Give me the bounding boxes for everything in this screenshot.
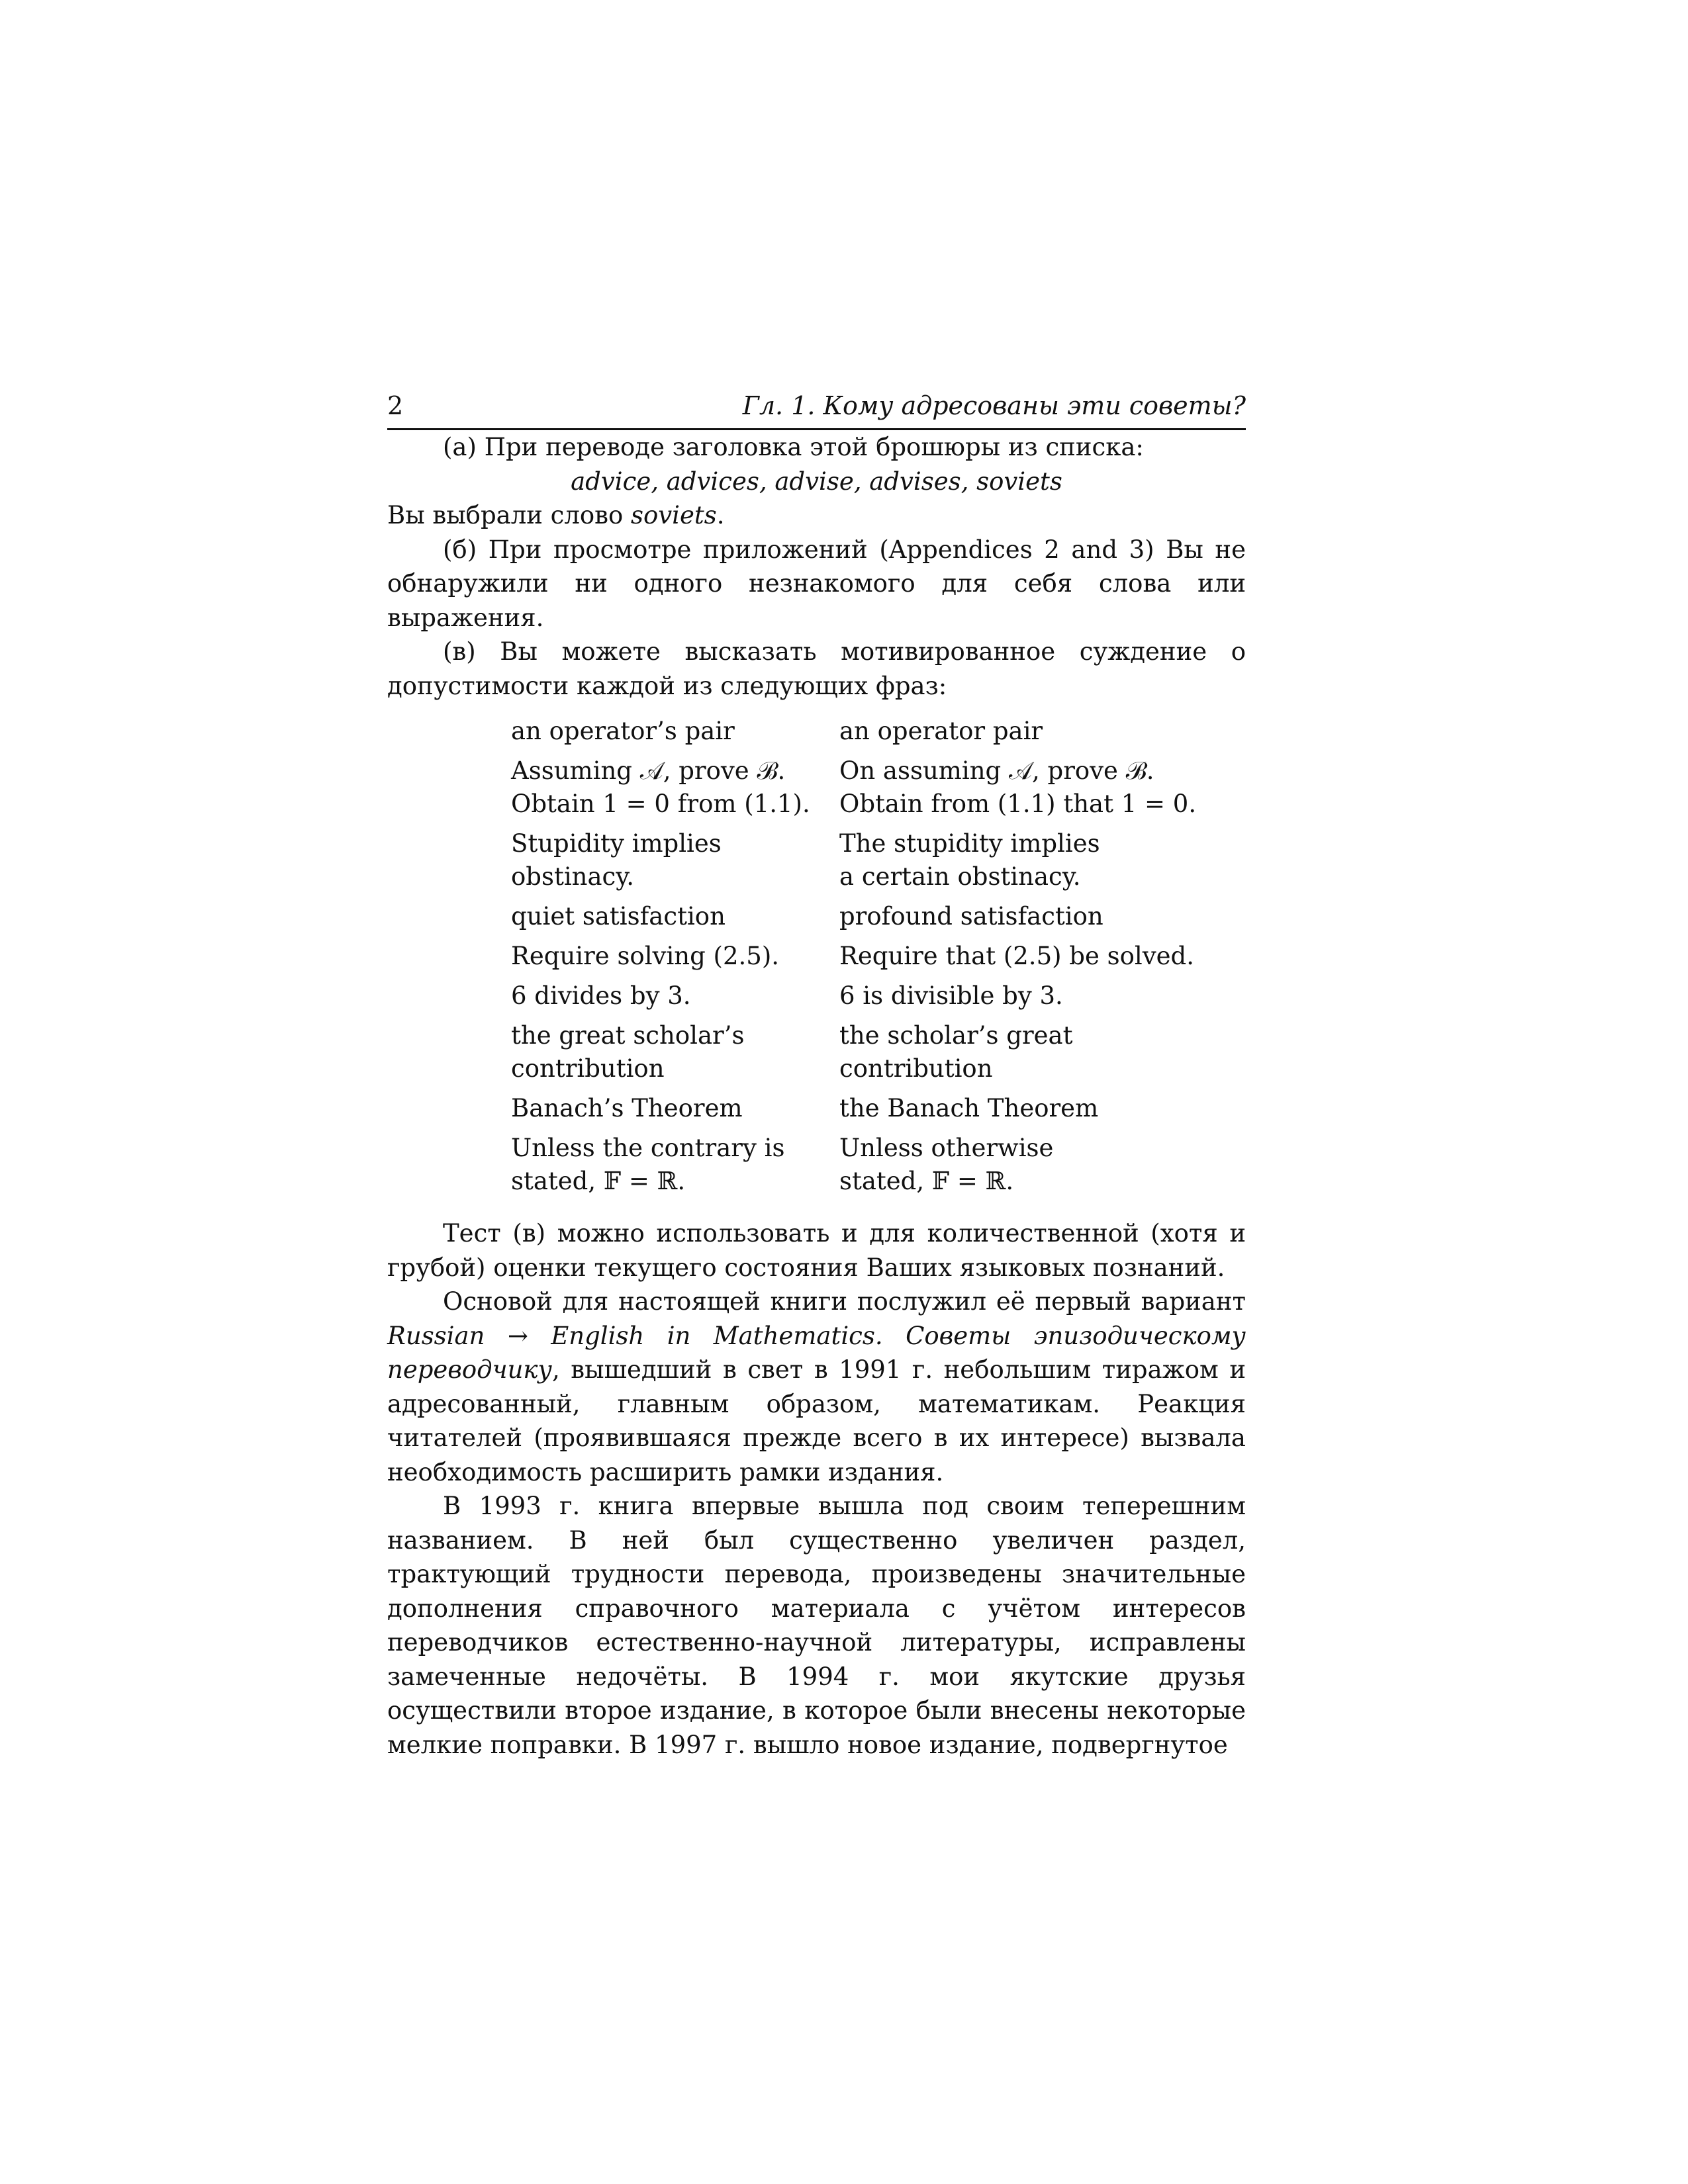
phrase-left-cell [511, 754, 839, 827]
phrase-right-cell [839, 715, 1210, 754]
phrase-right-cell [839, 827, 1210, 900]
phrase-line: On assuming 𝒜, prove ℬ. [839, 756, 1154, 785]
phrase-table [511, 715, 1210, 1205]
phrase-line: the Banach Theorem [839, 1094, 1099, 1122]
continuation-word: soviets [631, 501, 717, 529]
phrase-line: The stupidity implies [839, 829, 1100, 858]
running-head [387, 387, 1246, 430]
phrase-line: Require that (2.5) be solved. [839, 942, 1194, 970]
item-c: (в) Вы можете высказать мотивированное суждение о допустимости каждой из следующих фраз: [387, 637, 1246, 700]
phrase-line: contribution [511, 1054, 665, 1083]
phrase-line: the scholar’s great [839, 1021, 1073, 1050]
phrase-right-cell [839, 754, 1210, 827]
phrase-left-cell [511, 979, 839, 1019]
phrase-line: Stupidity implies [511, 829, 722, 858]
phrase-row [511, 1019, 1210, 1092]
phrase-line: obstinacy. [511, 862, 635, 891]
phrase-row [511, 900, 1210, 940]
book-page [387, 387, 1246, 1762]
phrase-left-cell [511, 940, 839, 979]
phrase-row [511, 979, 1210, 1019]
para-basis-prefix: Основой для настоящей книги послужил её первый вариант [443, 1287, 1246, 1316]
phrase-left-cell [511, 1132, 839, 1205]
word-list: advice, advices, advise, advises, soviets [571, 467, 1062, 496]
phrase-left-cell [511, 827, 839, 900]
phrase-line: 6 divides by 3. [511, 981, 691, 1010]
phrase-line: Assuming 𝒜, prove ℬ. [511, 756, 786, 785]
phrase-line: Banach’s Theorem [511, 1094, 743, 1122]
item-a-continuation [387, 498, 1246, 533]
phrase-line: contribution [839, 1054, 993, 1083]
phrase-left-cell [511, 1019, 839, 1092]
phrase-left-cell [511, 715, 839, 754]
phrase-line: an operator pair [839, 717, 1043, 745]
phrase-row [511, 715, 1210, 754]
phrase-line: an operator’s pair [511, 717, 735, 745]
phrase-row [511, 754, 1210, 827]
continuation-suffix: . [716, 501, 725, 529]
phrase-row [511, 1092, 1210, 1132]
phrase-left-cell [511, 1092, 839, 1132]
item-b: (б) При просмотре приложений (Appendices 2 and 3) Вы не обнаружили ни одного незнакомого для себя слова или выражения. [387, 535, 1246, 632]
phrase-right-cell [839, 900, 1210, 940]
para-basis-title: Russian → English in Mathematics. Советы эпизодическому переводчику [387, 1321, 1246, 1384]
phrase-line: 6 is divisible by 3. [839, 981, 1063, 1010]
phrase-line: stated, 𝔽 = ℝ. [839, 1167, 1014, 1195]
phrase-line: a certain obstinacy. [839, 862, 1081, 891]
running-title: Гл. 1. Кому адресованы эти советы? [742, 391, 1246, 420]
phrase-right-cell [839, 979, 1210, 1019]
phrase-row [511, 1132, 1210, 1205]
phrase-left-cell [511, 900, 839, 940]
phrase-line: stated, 𝔽 = ℝ. [511, 1167, 686, 1195]
phrase-line: Require solving (2.5). [511, 942, 780, 970]
phrase-row [511, 940, 1210, 979]
phrase-line: Unless the contrary is [511, 1134, 785, 1162]
page-number: 2 [387, 391, 404, 420]
phrase-line: Unless otherwise [839, 1134, 1054, 1162]
item-a: (а) При переводе заголовка этой брошюры из списка: [443, 433, 1144, 461]
body-text [387, 430, 1246, 1762]
phrase-line: the great scholar’s [511, 1021, 745, 1050]
phrase-row [511, 827, 1210, 900]
phrase-right-cell [839, 1132, 1210, 1205]
continuation-prefix: Вы выбрали слово [387, 501, 631, 529]
phrase-line: Obtain from (1.1) that 1 = 0. [839, 790, 1197, 818]
para-basis-suffix: , вышедший в свет в 1991 г. небольшим тиражом и адресованный, главным образом, математикам. Реакция читателей (проявившаяся прежде всего в их интересе) вызвала необходимость расширить рамки издания. [387, 1355, 1246, 1486]
phrase-right-cell [839, 1019, 1210, 1092]
phrase-table-body [511, 715, 1210, 1205]
phrase-line: Obtain 1 = 0 from (1.1). [511, 790, 810, 818]
para-1993: В 1993 г. книга впервые вышла под своим теперешним названием. В ней был существенно увеличен раздел, трактующий трудности перевода, произведены значительные дополнения справочного материала с учётом интересов переводчиков естественно-научной литературы, исправлены замеченные недочёты. В 1994 г. мои якутские друзья осуществили второе издание, в которое были внесены некоторые мелкие поправки. В 1997 г. вышло новое издание, подвергнутое [387, 1492, 1246, 1759]
para-basis [387, 1285, 1246, 1489]
phrase-right-cell [839, 940, 1210, 979]
phrase-right-cell [839, 1092, 1210, 1132]
phrase-line: quiet satisfaction [511, 902, 726, 931]
phrase-line: profound satisfaction [839, 902, 1103, 931]
para-test: Тест (в) можно использовать и для количественной (хотя и грубой) оценки текущего состояния Ваших языковых познаний. [387, 1219, 1246, 1282]
